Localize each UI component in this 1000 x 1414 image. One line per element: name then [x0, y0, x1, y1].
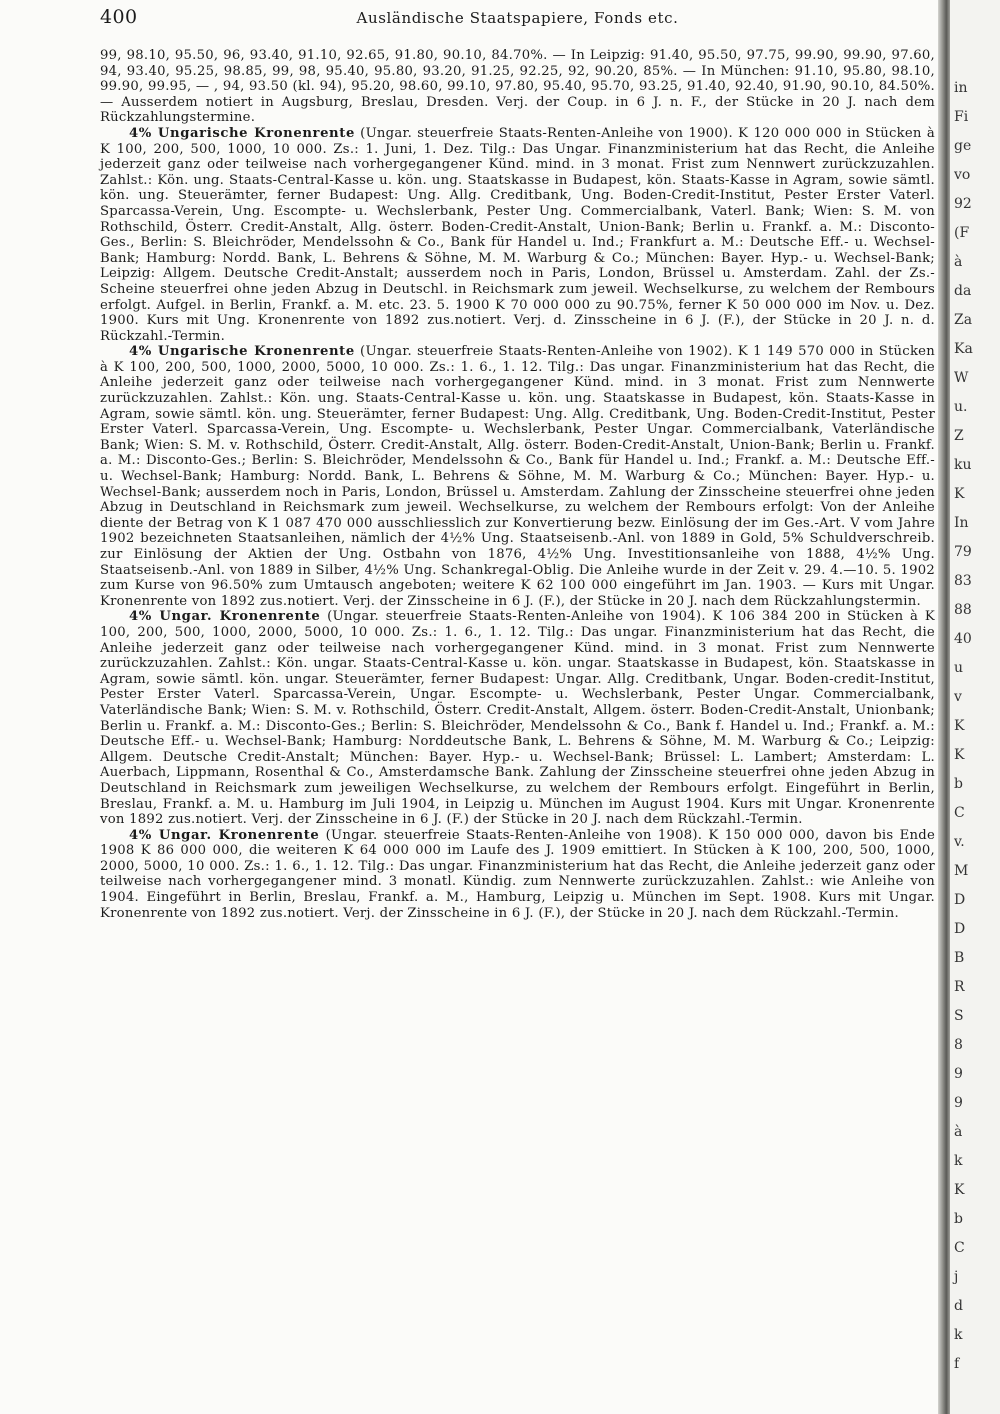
edge-fragment: K	[954, 747, 965, 763]
edge-fragment: in	[954, 80, 968, 96]
edge-fragment: 88	[954, 602, 972, 618]
edge-fragment: M	[954, 863, 969, 879]
edge-fragment: à	[954, 254, 963, 270]
edge-fragment: 83	[954, 573, 972, 589]
text-column	[100, 48, 935, 921]
edge-fragment: S	[954, 1008, 964, 1024]
edge-fragment: k	[954, 1327, 963, 1343]
edge-fragment: W	[954, 370, 969, 386]
edge-fragment: Fi	[954, 109, 969, 125]
page-number: 400	[100, 6, 138, 28]
running-head	[100, 6, 935, 32]
edge-fragment: D	[954, 892, 966, 908]
next-page-edge	[950, 0, 1000, 1414]
bond-description: (Ungar. steuerfreie Staats-Renten-Anleihe von 1900). K 120 000 000 in Stücken à K 100, 200, 500, 1000, 10 000. Zs.: 1. Juni, 1. Dez. Tilg.: Das Ungar. Finanzministerium hat das Recht, die Anleihe jederzeit ganz oder teilweise nach vorhergegangener Künd. mind. in 3 monat. Frist zum Nennwert zurückzuzahlen. Zahlst.: Kön. ung. Staats-Central-Kasse u. kön. ung. Staatskasse in Budapest, kön. Staats-Kasse in Agram, sowie sämtl. kön. ung. Steuerämter, ferner Budapest: Ung. Allg. Creditbank, Ung. Boden-Credit-Institut, Pester Erster Vaterl. Sparcassa-Verein, Ung. Escompte- u. Wechslerbank, Pester Ung. Commercialbank, Vaterl. Bank; Wien: S. M. von Rothschild, Österr. Credit-Anstalt, Allg. österr. Boden-Credit-Anstalt, Union-Bank; Berlin u. Frankf. a. M.: Disconto-Ges., Berlin: S. Bleichröder, Mendelssohn & Co., Bank für Handel u. Ind.; Frankfurt a. M.: Deutsche Eff.- u. Wechsel-Bank; Hamburg: Nordd. Bank, L. Behrens & Söhne, M. M. Warburg & Co.; München: Bayer. Hyp.- u. Wechsel-Bank; Leipzig: Allgem. Deutsche Credit-Anstalt; ausserdem noch in Paris, London, Brüssel u. Amsterdam. Zahl. der Zs.-Scheine steuerfrei ohne jeden Abzug in Deutschl. in Reichsmark zum jeweil. Wechselkurse, zu welchem der Rembours erfolgt. Aufgel. in Berlin, Frankf. a. M. etc. 23. 5. 1900 K 70 000 000 zu 90.75%, ferner K 50 000 000 im Nov. u. Dez. 1900. Kurs mit Ung. Kronenrente von 1892 zus.notiert. Verj. d. Zinsscheine in 6 J. (F.), der Stücke in 20 J. n. d. Rückzahl.-Termin.	[100, 125, 935, 344]
edge-fragment: 92	[954, 196, 972, 212]
edge-fragment: (F	[954, 225, 970, 241]
edge-fragment: B	[954, 950, 965, 966]
edge-fragment: K	[954, 1182, 965, 1198]
bond-entry-1904	[100, 609, 935, 827]
edge-fragment: In	[954, 515, 969, 531]
edge-fragment: b	[954, 776, 963, 792]
edge-fragment: u.	[954, 399, 968, 415]
bond-entry-1902	[100, 344, 935, 609]
edge-fragment: f	[954, 1356, 960, 1372]
edge-fragment: R	[954, 979, 965, 995]
edge-fragment: Za	[954, 312, 973, 328]
bond-entry-1900	[100, 126, 935, 344]
edge-fragment: b	[954, 1211, 963, 1227]
edge-fragment: u	[954, 660, 964, 676]
bond-title: 4% Ungarische Kronenrente	[129, 125, 355, 141]
edge-fragment: da	[954, 283, 972, 299]
edge-fragment: 79	[954, 544, 972, 560]
bond-title: 4% Ungar. Kronenrente	[129, 609, 321, 625]
edge-fragment: 9	[954, 1066, 963, 1082]
edge-fragment: d	[954, 1298, 963, 1314]
edge-fragment: k	[954, 1153, 963, 1169]
edge-fragment: K	[954, 718, 965, 734]
edge-fragment: Ka	[954, 341, 973, 357]
bond-description: (Ungar. steuerfreie Staats-Renten-Anleihe von 1904). K 106 384 200 in Stücken à K 100, 200, 500, 1000, 2000, 5000, 10 000. Zs.: 1. 6., 1. 12. Tilg.: Das ungar. Finanzministerium hat das Recht, die Anleihe jederzeit ganz oder teilweise nach vorhergegangener Künd. mind. in 3 monat. Frist zum Nennwerte zurückzuzahlen. Zahlst.: Kön. ungar. Staats-Central-Kasse u. kön. ungar. Staatskasse in Budapest, kön. Staatskasse in Agram, sowie sämtl. kön. ungar. Steuerämter, ferner Budapest: Ungar. Allg. Creditbank, Ungar. Boden-credit-Institut, Pester Erster Vaterl. Sparcassa-Verein, Ungar. Escompte- u. Wechslerbank, Pester Ungar. Commercialbank, Vaterländische Bank; Wien: S. M. v. Rothschild, Österr. Credit-Anstalt, Allgem. österr. Boden-Credit-Anstalt, Unionbank; Berlin u. Frankf. a. M.: Disconto-Ges.; Berlin: S. Bleichröder, Mendelssohn & Co., Bank f. Handel u. Ind.; Frankf. a. M.: Deutsche Eff.- u. Wechsel-Bank; Hamburg: Norddeutsche Bank, L. Behrens & Söhne, M. M. Warburg & Co.; Leipzig: Allgem. Deutsche Credit-Anstalt; München: Bayer. Hyp.- u. Wechsel-Bank; Brüssel: L. Lambert; Amsterdam: L. Auerbach, Lippmann, Rosenthal & Co., Amsterdamsche Bank. Zahlung der Zinsscheine steuerfrei ohne jeden Abzug in Deutschland in Reichsmark zum jeweiligen Wechselkurse, zu welchem der Rembours erfolgt. Eingeführt in Berlin, Breslau, Frankf. a. M. u. Hamburg im Juli 1904, in Leipzig u. München im August 1904. Kurs mit Ungar. Kronenrente von 1892 zus.notiert. Verj. der Zinsscheine in 6 J. (F.) der Stücke in 20 J. nach dem Rückzahl.-Termin.	[100, 609, 935, 828]
edge-fragment: à	[954, 1124, 963, 1140]
intro-paragraph: 99, 98.10, 95.50, 96, 93.40, 91.10, 92.65, 91.80, 90.10, 84.70%. — In Leipzig: 91.40, 95.50, 97.75, 99.90, 99.90, 97.60, 94, 93.40, 95.25, 98.85, 99, 98, 95.40, 95.80, 93.20, 91.25, 92.25, 92, 90.20, 85%. — In München: 91.10, 95.80, 98.10, 99.90, 99.95, — , 94, 93.50 (kl. 94), 95.20, 98.60, 99.10, 97.80, 95.40, 95.70, 93.25, 91.40, 92.40, 91.90, 90.10, 84.50%. — Ausserdem notiert in Augsburg, Breslau, Dresden. Verj. der Coup. in 6 J. n. F., der Stücke in 20 J. nach dem Rückzahlungstermine.	[100, 48, 935, 126]
edge-fragment: D	[954, 921, 966, 937]
edge-fragment: vo	[954, 167, 971, 183]
edge-fragment: 8	[954, 1037, 963, 1053]
edge-fragment: v	[954, 689, 962, 705]
bond-description: (Ungar. steuerfreie Staats-Renten-Anleihe von 1908). K 150 000 000, davon bis Ende 1908 K 86 000 000, die weiteren K 64 000 000 im Laufe des J. 1909 emittiert. In Stücken à K 100, 200, 500, 1000, 2000, 5000, 10 000. Zs.: 1. 6., 1. 12. Tilg.: Das ungar. Finanzministerium hat das Recht, die Anleihe jederzeit ganz oder teilweise nach vorhergegangener mind. 3 monatl. Kündig. zum Nennwerte zurückzuzahlen. Zahlst.: wie Anleihe von 1904. Eingeführt in Berlin, Breslau, Frankf. a. M., Hamburg, Leipzig u. München im Sept. 1908. Kurs mit Ungar. Kronenrente von 1892 zus.notiert. Verj. der Zinsscheine in 6 J. (F.), der Stücke in 20 J. nach dem Rückzahl.-Termin.	[100, 827, 935, 921]
edge-fragment: 40	[954, 631, 972, 647]
edge-fragment: C	[954, 1240, 965, 1256]
bond-title: 4% Ungar. Kronenrente	[129, 827, 320, 843]
edge-fragment: Z	[954, 428, 964, 444]
edge-fragment: C	[954, 805, 965, 821]
bond-title: 4% Ungarische Kronenrente	[129, 344, 355, 360]
edge-fragment: ku	[954, 457, 972, 473]
edge-fragment: j	[954, 1269, 959, 1285]
edge-fragment: v.	[954, 834, 965, 850]
bond-description: (Ungar. steuerfreie Staats-Renten-Anleihe von 1902). K 1 149 570 000 in Stücken à K 100, 200, 500, 1000, 2000, 5000, 10 000. Zs.: 1. 6., 1. 12. Tilg.: Das ungar. Finanzministerium hat das Recht, die Anleihe jederzeit ganz oder teilweise nach vorhergegangener Künd. mind. in 3 monat. Frist zum Nennwerte zurückzuzahlen. Zahlst.: Kön. ung. Staats-Central-Kasse u. kön. ung. Staatskasse in Budapest, kön. Staats-Kasse in Agram, sowie sämtl. kön. ung. Steuerämter, ferner Budapest: Ung. Allg. Creditbank, Ung. Boden-Credit-Institut, Pester Erster Vaterl. Sparcassa-Verein, Ung. Escompte- u. Wechslerbank, Pester Ungar. Commercialbank, Vaterländische Bank; Wien: S. M. v. Rothschild, Österr. Credit-Anstalt, Allg. österr. Boden-Credit-Anstalt, Union-Bank; Berlin u. Frankf. a. M.: Disconto-Ges.; Berlin: S. Bleichröder, Mendelssohn & Co., Bank für Handel u. Ind.; Frankf. a. M.: Deutsche Eff.- u. Wechsel-Bank; Hamburg: Nordd. Bank, L. Behrens & Söhne, M. M. Warburg & Co.; München: Bayer. Hyp.- u. Wechsel-Bank; ausserdem noch in Paris, London, Brüssel u. Amsterdam. Zahlung der Zinsscheine steuerfrei ohne jeden Abzug in Deutschland in Reichsmark zum jeweil. Wechselkurse, zu welchem der Rembours erfolgt: Von der Anleihe diente der Betrag von K 1 087 470 000 ausschliesslich zur Konvertierung bezw. Einlösung der im Ges.-Art. V vom Jahre 1902 bezeichneten Staatsanleihen, nämlich der 4½% Ung. Staatseisenb.-Anl. von 1889 in Gold, 5% Schuldverschreib. zur Einlösung der Aktien der Ung. Ostbahn von 1876, 4½% Ung. Investitionsanleihe von 1888, 4½% Ung. Staatseisenb.-Anl. von 1889 in Silber, 4½% Ung. Schankregal-Oblig. Die Anleihe wurde in der Zeit v. 29. 4.—10. 5. 1902 zum Kurse von 96.50% zum Umtausch angeboten; weitere K 62 100 000 eingeführt im Jan. 1903. — Kurs mit Ungar. Kronenrente von 1892 zus.notiert. Verj. der Zinsscheine in 6 J. (F.), der Stücke in 20 J. nach dem Rückzahlungstermin.	[100, 344, 935, 609]
book-gutter	[938, 0, 950, 1414]
edge-fragment: K	[954, 486, 965, 502]
edge-fragment: 9	[954, 1095, 963, 1111]
running-title: Ausländische Staatspapiere, Fonds etc.	[356, 9, 679, 27]
edge-fragment: ge	[954, 138, 972, 154]
bond-entry-1908	[100, 828, 935, 922]
